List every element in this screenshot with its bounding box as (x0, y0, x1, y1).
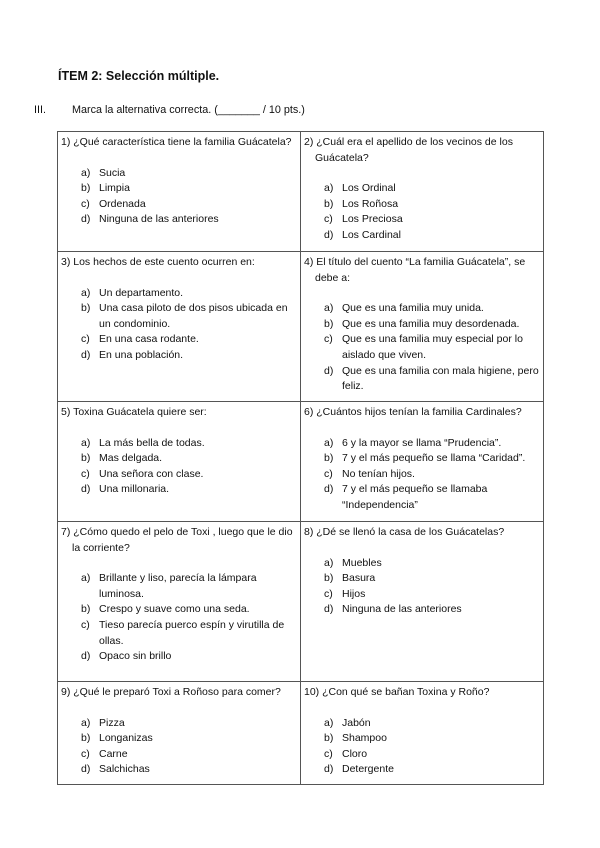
option-letter: b) (324, 317, 334, 330)
option-text: Los Roñosa (342, 197, 399, 210)
answer-option[interactable] (304, 317, 539, 333)
option-letter: d) (324, 364, 334, 377)
option-text: En una población. (99, 348, 184, 361)
option-letter: b) (81, 603, 91, 616)
option-text: 7 y el más pequeño se llama “Caridad”. (342, 452, 526, 465)
answer-option[interactable] (304, 364, 539, 395)
answer-option[interactable] (61, 467, 296, 483)
option-text: Jabón (342, 716, 371, 729)
question-cell (301, 252, 544, 402)
option-text: Los Preciosa (342, 213, 403, 226)
question-text: 3) Los hechos de este cuento ocurren en: (61, 256, 255, 268)
option-letter: b) (324, 197, 334, 210)
question-row (58, 682, 544, 785)
answer-option[interactable] (304, 587, 539, 603)
option-letter: b) (324, 732, 334, 745)
answer-option[interactable] (304, 556, 539, 572)
option-letter: c) (324, 213, 333, 226)
option-letter: b) (81, 732, 91, 745)
option-text: Limpia (99, 182, 130, 195)
question-cell (301, 522, 544, 682)
question-cell (58, 522, 301, 682)
option-text: Ninguna de las anteriores (99, 213, 219, 226)
answer-option[interactable] (61, 348, 296, 364)
option-letter: a) (324, 436, 334, 449)
answer-option[interactable] (61, 618, 296, 649)
answer-option[interactable] (304, 716, 539, 732)
answer-option[interactable] (304, 197, 539, 213)
option-letter: b) (81, 452, 91, 465)
answer-option[interactable] (304, 731, 539, 747)
question-cell (301, 402, 544, 522)
question-row (58, 252, 544, 402)
option-letter: a) (324, 302, 334, 315)
option-letter: d) (81, 650, 91, 663)
option-letter: d) (324, 483, 334, 496)
answer-option[interactable] (61, 166, 296, 182)
option-text: Una casa piloto de dos pisos ubicada en un condominio. (99, 302, 288, 330)
option-text: Una señora con clase. (99, 467, 204, 480)
question-text: 5) Toxina Guácatela quiere ser: (61, 406, 207, 418)
option-text: Basura (342, 572, 376, 585)
option-letter: c) (81, 333, 90, 346)
instruction-numeral: III. (34, 104, 46, 116)
question-cell (58, 682, 301, 785)
answer-option[interactable] (304, 181, 539, 197)
option-text: Sucia (99, 166, 126, 179)
question-text: 8) ¿Dé se llenó la casa de los Guácatelas? (304, 526, 505, 538)
option-letter: a) (324, 556, 334, 569)
answer-option[interactable] (61, 731, 296, 747)
answer-option[interactable] (61, 571, 296, 602)
answer-option[interactable] (61, 212, 296, 228)
option-letter: d) (324, 228, 334, 241)
question-cell (301, 132, 544, 252)
answer-option[interactable] (61, 181, 296, 197)
answer-option[interactable] (304, 451, 539, 467)
question-text: 4) El título del cuento “La familia Guácatela”, se debe a: (304, 256, 526, 284)
option-text: Que es una familia muy especial por lo aislado que viven. (342, 333, 523, 361)
option-text: Ninguna de las anteriores (342, 603, 462, 616)
answer-option[interactable] (304, 747, 539, 763)
option-letter: d) (81, 213, 91, 226)
questions-table (57, 131, 544, 785)
option-letter: c) (324, 747, 333, 760)
option-letter: a) (81, 716, 91, 729)
question-row (58, 132, 544, 252)
section-title: ÍTEM 2: Selección múltiple. (58, 69, 220, 83)
option-letter: a) (324, 182, 334, 195)
question-text: 2) ¿Cuál era el apellido de los vecinos de los Guácatela? (304, 136, 513, 164)
option-text: Shampoo (342, 732, 387, 745)
answer-option[interactable] (304, 228, 539, 244)
answer-option[interactable] (61, 649, 296, 665)
option-text: Pizza (99, 716, 125, 729)
option-text: 7 y el más pequeño se llamaba “Independencia” (342, 483, 488, 511)
option-text: Un departamento. (99, 286, 184, 299)
option-letter: d) (81, 763, 91, 776)
option-letter: d) (81, 483, 91, 496)
option-text: La más bella de todas. (99, 436, 205, 449)
answer-option[interactable] (304, 436, 539, 452)
answer-option[interactable] (304, 482, 539, 513)
answer-option[interactable] (304, 332, 539, 363)
option-text: Mas delgada. (99, 452, 163, 465)
question-text: 1) ¿Qué característica tiene la familia Guácatela? (61, 136, 292, 148)
answer-option[interactable] (304, 762, 539, 778)
instruction (34, 104, 305, 116)
option-text: Cloro (342, 747, 368, 760)
option-letter: c) (324, 467, 333, 480)
answer-option[interactable] (61, 451, 296, 467)
answer-option[interactable] (61, 436, 296, 452)
option-text: Salchichas (99, 763, 150, 776)
option-text: Ordenada (99, 197, 146, 210)
answer-option[interactable] (304, 212, 539, 228)
option-text: Que es una familia muy unida. (342, 302, 484, 315)
option-text: En una casa rodante. (99, 333, 199, 346)
answer-option[interactable] (61, 747, 296, 763)
option-letter: d) (324, 603, 334, 616)
question-cell (58, 252, 301, 402)
option-text: Brillante y liso, parecía la lámpara luminosa. (99, 572, 257, 600)
option-letter: a) (81, 436, 91, 449)
answer-option[interactable] (304, 301, 539, 317)
option-text: Que es una familia muy desordenada. (342, 317, 520, 330)
answer-option[interactable] (61, 716, 296, 732)
question-row (58, 402, 544, 522)
option-text: Crespo y suave como una seda. (99, 603, 250, 616)
question-cell (58, 132, 301, 252)
option-text: Los Ordinal (342, 182, 396, 195)
answer-option[interactable] (61, 602, 296, 618)
answer-option[interactable] (61, 301, 296, 332)
option-text: Opaco sin brillo (99, 650, 172, 663)
question-cell (58, 402, 301, 522)
option-letter: d) (81, 348, 91, 361)
option-letter: c) (81, 618, 90, 631)
option-letter: c) (81, 467, 90, 480)
option-letter: c) (324, 333, 333, 346)
option-letter: d) (324, 763, 334, 776)
option-letter: b) (324, 452, 334, 465)
instruction-text: Marca la alternativa correcta. (_______ / 10 pts.) (72, 104, 305, 116)
option-letter: c) (81, 747, 90, 760)
option-letter: a) (324, 716, 334, 729)
option-text: Muebles (342, 556, 382, 569)
option-letter: b) (324, 572, 334, 585)
answer-option[interactable] (61, 286, 296, 302)
option-text: Detergente (342, 763, 394, 776)
option-letter: b) (81, 182, 91, 195)
option-text: Que es una familia con mala higiene, pero feliz. (342, 364, 539, 393)
question-text: 6) ¿Cuántos hijos tenían la familia Cardinales? (304, 406, 522, 418)
answer-option[interactable] (61, 482, 296, 498)
answer-option[interactable] (61, 762, 296, 778)
question-row (58, 522, 544, 682)
question-cell (301, 682, 544, 785)
option-text: No tenían hijos. (342, 467, 415, 480)
option-letter: c) (324, 587, 333, 600)
question-text: 10) ¿Con qué se bañan Toxina y Roño? (304, 686, 490, 698)
option-text: Tieso parecía puerco espín y virutilla de ollas. (99, 618, 285, 647)
option-text: Una millonaria. (99, 483, 170, 496)
option-text: Los Cardinal (342, 228, 401, 241)
answer-option[interactable] (61, 197, 296, 213)
option-letter: a) (81, 286, 91, 299)
answer-option[interactable] (304, 602, 539, 618)
question-text: 9) ¿Qué le preparó Toxi a Roñoso para comer? (61, 686, 281, 698)
option-letter: a) (81, 572, 91, 585)
question-text: 7) ¿Cómo quedo el pelo de Toxi , luego que le dio la corriente? (61, 526, 293, 554)
option-text: Longanizas (99, 732, 153, 745)
option-letter: b) (81, 302, 91, 315)
answer-option[interactable] (61, 332, 296, 348)
answer-option[interactable] (304, 467, 539, 483)
option-text: Hijos (342, 587, 366, 600)
answer-option[interactable] (304, 571, 539, 587)
option-text: Carne (99, 747, 128, 760)
option-text: 6 y la mayor se llama “Prudencia”. (342, 436, 502, 449)
option-letter: c) (81, 197, 90, 210)
option-letter: a) (81, 166, 91, 179)
